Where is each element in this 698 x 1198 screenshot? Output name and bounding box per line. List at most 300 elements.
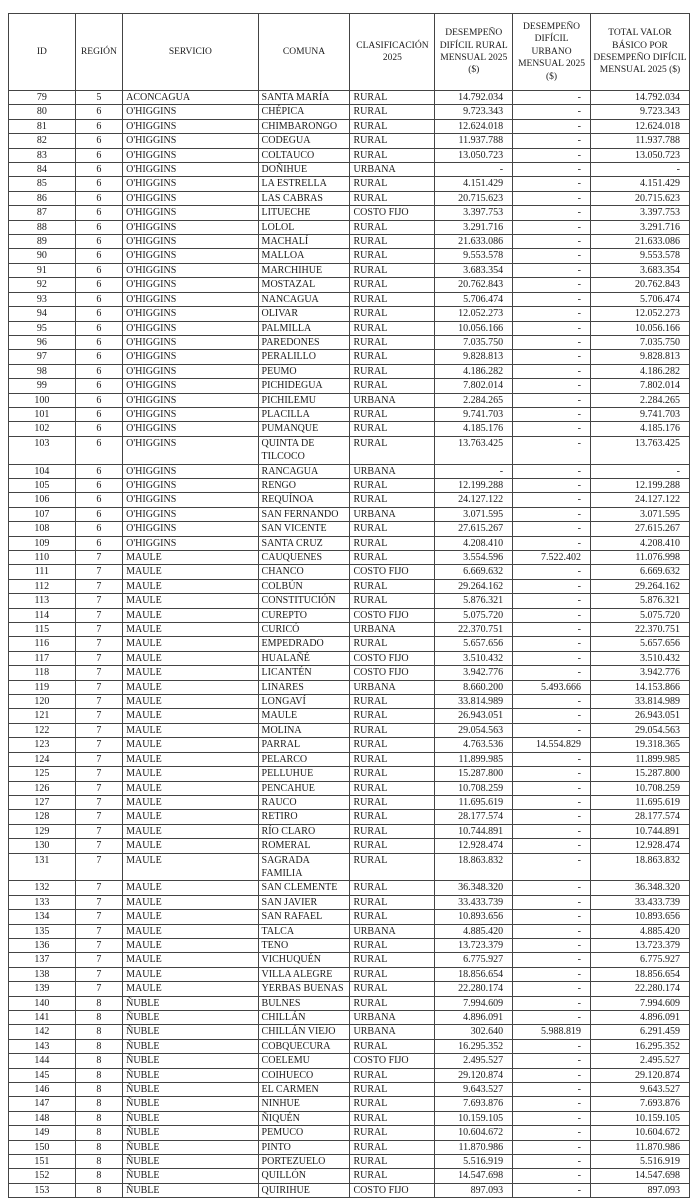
cell-total-mensual: 9.828.813 bbox=[590, 350, 689, 364]
cell-clasificacion: RURAL bbox=[350, 235, 435, 249]
cell-clasificacion: RURAL bbox=[350, 1155, 435, 1169]
cell-urbano-mensual: - bbox=[513, 1039, 591, 1053]
cell-comuna: PELLUHUE bbox=[258, 767, 350, 781]
table-row bbox=[9, 723, 690, 737]
cell-region: 8 bbox=[75, 1111, 122, 1125]
cell-urbano-mensual: - bbox=[513, 436, 591, 464]
cell-urbano-mensual: - bbox=[513, 263, 591, 277]
cell-region: 7 bbox=[75, 895, 122, 909]
table-row bbox=[9, 134, 690, 148]
cell-total-mensual: 5.516.919 bbox=[590, 1155, 689, 1169]
cell-comuna: PEMUCO bbox=[258, 1126, 350, 1140]
cell-urbano-mensual: - bbox=[513, 191, 591, 205]
cell-total-mensual: 11.899.985 bbox=[590, 752, 689, 766]
cell-rural-mensual: - bbox=[435, 163, 513, 177]
cell-total-mensual: 5.657.656 bbox=[590, 637, 689, 651]
header-row bbox=[9, 14, 690, 91]
cell-total-mensual: 9.643.527 bbox=[590, 1083, 689, 1097]
cell-id: 114 bbox=[9, 608, 76, 622]
cell-id: 139 bbox=[9, 982, 76, 996]
cell-rural-mensual: 26.943.051 bbox=[435, 709, 513, 723]
table-row bbox=[9, 1039, 690, 1053]
cell-servicio: O'HIGGINS bbox=[123, 119, 258, 133]
cell-region: 7 bbox=[75, 594, 122, 608]
column-header-region: REGIÓN bbox=[75, 14, 122, 91]
cell-region: 7 bbox=[75, 723, 122, 737]
cell-region: 6 bbox=[75, 536, 122, 550]
cell-id: 126 bbox=[9, 781, 76, 795]
table-row bbox=[9, 895, 690, 909]
cell-id: 133 bbox=[9, 895, 76, 909]
cell-clasificacion: RURAL bbox=[350, 263, 435, 277]
cell-clasificacion: RURAL bbox=[350, 522, 435, 536]
cell-total-mensual: 3.397.753 bbox=[590, 206, 689, 220]
cell-comuna: LICANTÉN bbox=[258, 666, 350, 680]
table-row bbox=[9, 953, 690, 967]
cell-region: 6 bbox=[75, 507, 122, 521]
cell-region: 7 bbox=[75, 853, 122, 881]
cell-id: 153 bbox=[9, 1183, 76, 1197]
cell-id: 112 bbox=[9, 579, 76, 593]
cell-region: 6 bbox=[75, 263, 122, 277]
cell-comuna: PELARCO bbox=[258, 752, 350, 766]
cell-region: 7 bbox=[75, 795, 122, 809]
cell-comuna: PUMANQUE bbox=[258, 422, 350, 436]
cell-rural-mensual: 29.264.162 bbox=[435, 579, 513, 593]
cell-urbano-mensual: - bbox=[513, 364, 591, 378]
cell-servicio: O'HIGGINS bbox=[123, 307, 258, 321]
cell-total-mensual: 20.715.623 bbox=[590, 191, 689, 205]
cell-id: 99 bbox=[9, 379, 76, 393]
cell-clasificacion: COSTO FIJO bbox=[350, 651, 435, 665]
cell-urbano-mensual: - bbox=[513, 608, 591, 622]
cell-comuna: PINTO bbox=[258, 1140, 350, 1154]
cell-total-mensual: 9.741.703 bbox=[590, 407, 689, 421]
cell-total-mensual: 9.553.578 bbox=[590, 249, 689, 263]
cell-urbano-mensual: - bbox=[513, 407, 591, 421]
cell-region: 6 bbox=[75, 206, 122, 220]
cell-clasificacion: RURAL bbox=[350, 105, 435, 119]
cell-urbano-mensual: - bbox=[513, 206, 591, 220]
cell-clasificacion: RURAL bbox=[350, 407, 435, 421]
cell-id: 147 bbox=[9, 1097, 76, 1111]
cell-clasificacion: COSTO FIJO bbox=[350, 565, 435, 579]
cell-clasificacion: COSTO FIJO bbox=[350, 608, 435, 622]
cell-total-mensual: 20.762.843 bbox=[590, 278, 689, 292]
cell-id: 115 bbox=[9, 623, 76, 637]
cell-total-mensual: - bbox=[590, 464, 689, 478]
cell-region: 8 bbox=[75, 1011, 122, 1025]
table-row bbox=[9, 464, 690, 478]
cell-total-mensual: 22.370.751 bbox=[590, 623, 689, 637]
cell-total-mensual: - bbox=[590, 163, 689, 177]
cell-urbano-mensual: - bbox=[513, 1183, 591, 1197]
column-header-servicio: SERVICIO bbox=[123, 14, 258, 91]
cell-urbano-mensual: - bbox=[513, 666, 591, 680]
cell-comuna: RÍO CLARO bbox=[258, 824, 350, 838]
cell-rural-mensual: - bbox=[435, 464, 513, 478]
cell-rural-mensual: 5.657.656 bbox=[435, 637, 513, 651]
cell-rural-mensual: 20.715.623 bbox=[435, 191, 513, 205]
cell-rural-mensual: 5.075.720 bbox=[435, 608, 513, 622]
cell-total-mensual: 6.291.459 bbox=[590, 1025, 689, 1039]
cell-urbano-mensual: - bbox=[513, 148, 591, 162]
cell-rural-mensual: 12.928.474 bbox=[435, 839, 513, 853]
cell-comuna: ÑIQUÉN bbox=[258, 1111, 350, 1125]
cell-total-mensual: 4.186.282 bbox=[590, 364, 689, 378]
cell-region: 7 bbox=[75, 924, 122, 938]
cell-id: 129 bbox=[9, 824, 76, 838]
cell-total-mensual: 4.885.420 bbox=[590, 924, 689, 938]
cell-rural-mensual: 11.937.788 bbox=[435, 134, 513, 148]
table-row bbox=[9, 177, 690, 191]
cell-urbano-mensual: - bbox=[513, 393, 591, 407]
cell-rural-mensual: 302.640 bbox=[435, 1025, 513, 1039]
cell-servicio: ÑUBLE bbox=[123, 996, 258, 1010]
cell-urbano-mensual: - bbox=[513, 1083, 591, 1097]
table-row bbox=[9, 938, 690, 952]
cell-clasificacion: RURAL bbox=[350, 307, 435, 321]
cell-urbano-mensual: - bbox=[513, 938, 591, 952]
cell-servicio: MAULE bbox=[123, 723, 258, 737]
cell-comuna: RANCAGUA bbox=[258, 464, 350, 478]
cell-id: 132 bbox=[9, 881, 76, 895]
cell-region: 7 bbox=[75, 824, 122, 838]
cell-total-mensual: 13.050.723 bbox=[590, 148, 689, 162]
cell-clasificacion: COSTO FIJO bbox=[350, 666, 435, 680]
cell-rural-mensual: 13.050.723 bbox=[435, 148, 513, 162]
cell-region: 6 bbox=[75, 249, 122, 263]
cell-id: 138 bbox=[9, 967, 76, 981]
cell-total-mensual: 18.856.654 bbox=[590, 967, 689, 981]
cell-rural-mensual: 897.093 bbox=[435, 1183, 513, 1197]
cell-servicio: O'HIGGINS bbox=[123, 292, 258, 306]
cell-clasificacion: COSTO FIJO bbox=[350, 1054, 435, 1068]
cell-id: 86 bbox=[9, 191, 76, 205]
cell-servicio: MAULE bbox=[123, 594, 258, 608]
cell-total-mensual: 9.723.343 bbox=[590, 105, 689, 119]
cell-rural-mensual: 22.370.751 bbox=[435, 623, 513, 637]
cell-total-mensual: 10.604.672 bbox=[590, 1126, 689, 1140]
cell-rural-mensual: 10.744.891 bbox=[435, 824, 513, 838]
table-row bbox=[9, 651, 690, 665]
cell-servicio: O'HIGGINS bbox=[123, 163, 258, 177]
cell-rural-mensual: 4.186.282 bbox=[435, 364, 513, 378]
cell-comuna: COLTAUCO bbox=[258, 148, 350, 162]
cell-rural-mensual: 33.814.989 bbox=[435, 695, 513, 709]
cell-clasificacion: RURAL bbox=[350, 478, 435, 492]
cell-id: 113 bbox=[9, 594, 76, 608]
cell-total-mensual: 14.547.698 bbox=[590, 1169, 689, 1183]
cell-clasificacion: RURAL bbox=[350, 191, 435, 205]
cell-clasificacion: RURAL bbox=[350, 177, 435, 191]
cell-clasificacion: RURAL bbox=[350, 695, 435, 709]
cell-comuna: SAN JAVIER bbox=[258, 895, 350, 909]
table-row bbox=[9, 536, 690, 550]
cell-clasificacion: URBANA bbox=[350, 924, 435, 938]
cell-region: 7 bbox=[75, 953, 122, 967]
cell-clasificacion: RURAL bbox=[350, 839, 435, 853]
cell-comuna: NANCAGUA bbox=[258, 292, 350, 306]
cell-urbano-mensual: 14.554.829 bbox=[513, 738, 591, 752]
cell-region: 7 bbox=[75, 781, 122, 795]
table-row bbox=[9, 1097, 690, 1111]
cell-region: 6 bbox=[75, 335, 122, 349]
cell-servicio: MAULE bbox=[123, 752, 258, 766]
cell-rural-mensual: 13.763.425 bbox=[435, 436, 513, 464]
cell-servicio: O'HIGGINS bbox=[123, 321, 258, 335]
cell-total-mensual: 7.035.750 bbox=[590, 335, 689, 349]
cell-urbano-mensual: - bbox=[513, 895, 591, 909]
cell-rural-mensual: 36.348.320 bbox=[435, 881, 513, 895]
cell-servicio: MAULE bbox=[123, 795, 258, 809]
cell-id: 95 bbox=[9, 321, 76, 335]
cell-clasificacion: URBANA bbox=[350, 1025, 435, 1039]
cell-servicio: O'HIGGINS bbox=[123, 422, 258, 436]
cell-clasificacion: RURAL bbox=[350, 536, 435, 550]
cell-comuna: SAN CLEMENTE bbox=[258, 881, 350, 895]
table-row bbox=[9, 263, 690, 277]
cell-rural-mensual: 28.177.574 bbox=[435, 810, 513, 824]
cell-urbano-mensual: - bbox=[513, 565, 591, 579]
cell-rural-mensual: 15.287.800 bbox=[435, 767, 513, 781]
cell-servicio: O'HIGGINS bbox=[123, 522, 258, 536]
cell-clasificacion: RURAL bbox=[350, 982, 435, 996]
cell-clasificacion: COSTO FIJO bbox=[350, 206, 435, 220]
cell-servicio: O'HIGGINS bbox=[123, 364, 258, 378]
cell-region: 7 bbox=[75, 752, 122, 766]
cell-id: 137 bbox=[9, 953, 76, 967]
cell-urbano-mensual: - bbox=[513, 464, 591, 478]
cell-urbano-mensual: - bbox=[513, 910, 591, 924]
cell-clasificacion: RURAL bbox=[350, 1126, 435, 1140]
cell-urbano-mensual: 5.493.666 bbox=[513, 680, 591, 694]
cell-region: 8 bbox=[75, 1140, 122, 1154]
cell-rural-mensual: 7.802.014 bbox=[435, 379, 513, 393]
cell-comuna: MAULE bbox=[258, 709, 350, 723]
cell-rural-mensual: 7.693.876 bbox=[435, 1097, 513, 1111]
cell-urbano-mensual: - bbox=[513, 594, 591, 608]
cell-urbano-mensual: - bbox=[513, 795, 591, 809]
cell-rural-mensual: 9.643.527 bbox=[435, 1083, 513, 1097]
cell-clasificacion: URBANA bbox=[350, 1011, 435, 1025]
cell-region: 6 bbox=[75, 379, 122, 393]
cell-urbano-mensual: - bbox=[513, 1097, 591, 1111]
cell-servicio: MAULE bbox=[123, 781, 258, 795]
cell-clasificacion: RURAL bbox=[350, 249, 435, 263]
cell-comuna: DOÑIHUE bbox=[258, 163, 350, 177]
cell-rural-mensual: 3.554.596 bbox=[435, 551, 513, 565]
cell-urbano-mensual: - bbox=[513, 767, 591, 781]
cell-region: 7 bbox=[75, 910, 122, 924]
cell-urbano-mensual: - bbox=[513, 637, 591, 651]
cell-urbano-mensual: - bbox=[513, 105, 591, 119]
cell-region: 6 bbox=[75, 478, 122, 492]
cell-total-mensual: 33.814.989 bbox=[590, 695, 689, 709]
table-row bbox=[9, 565, 690, 579]
cell-id: 106 bbox=[9, 493, 76, 507]
cell-region: 7 bbox=[75, 982, 122, 996]
cell-rural-mensual: 10.708.259 bbox=[435, 781, 513, 795]
cell-servicio: MAULE bbox=[123, 637, 258, 651]
data-table bbox=[8, 13, 690, 1198]
cell-clasificacion: RURAL bbox=[350, 321, 435, 335]
cell-comuna: LINARES bbox=[258, 680, 350, 694]
cell-urbano-mensual: - bbox=[513, 335, 591, 349]
cell-rural-mensual: 3.071.595 bbox=[435, 507, 513, 521]
cell-servicio: MAULE bbox=[123, 824, 258, 838]
cell-servicio: O'HIGGINS bbox=[123, 235, 258, 249]
cell-total-mensual: 12.928.474 bbox=[590, 839, 689, 853]
cell-servicio: ÑUBLE bbox=[123, 1097, 258, 1111]
cell-id: 96 bbox=[9, 335, 76, 349]
cell-id: 107 bbox=[9, 507, 76, 521]
cell-total-mensual: 5.876.321 bbox=[590, 594, 689, 608]
table-row bbox=[9, 666, 690, 680]
cell-total-mensual: 15.287.800 bbox=[590, 767, 689, 781]
cell-region: 7 bbox=[75, 680, 122, 694]
cell-rural-mensual: 7.035.750 bbox=[435, 335, 513, 349]
cell-clasificacion: RURAL bbox=[350, 953, 435, 967]
cell-region: 7 bbox=[75, 579, 122, 593]
cell-comuna: CHIMBARONGO bbox=[258, 119, 350, 133]
cell-rural-mensual: 9.723.343 bbox=[435, 105, 513, 119]
table-row bbox=[9, 307, 690, 321]
cell-rural-mensual: 29.054.563 bbox=[435, 723, 513, 737]
cell-servicio: MAULE bbox=[123, 666, 258, 680]
cell-urbano-mensual: - bbox=[513, 321, 591, 335]
cell-clasificacion: RURAL bbox=[350, 134, 435, 148]
cell-id: 103 bbox=[9, 436, 76, 464]
cell-total-mensual: 10.159.105 bbox=[590, 1111, 689, 1125]
cell-urbano-mensual: - bbox=[513, 982, 591, 996]
cell-total-mensual: 3.291.716 bbox=[590, 220, 689, 234]
cell-urbano-mensual: - bbox=[513, 507, 591, 521]
table-row bbox=[9, 623, 690, 637]
cell-comuna: BULNES bbox=[258, 996, 350, 1010]
cell-region: 6 bbox=[75, 292, 122, 306]
cell-comuna: PICHIDEGUA bbox=[258, 379, 350, 393]
cell-clasificacion: RURAL bbox=[350, 938, 435, 952]
cell-rural-mensual: 16.295.352 bbox=[435, 1039, 513, 1053]
table-row bbox=[9, 795, 690, 809]
cell-urbano-mensual: - bbox=[513, 579, 591, 593]
cell-region: 8 bbox=[75, 1025, 122, 1039]
cell-id: 83 bbox=[9, 148, 76, 162]
cell-total-mensual: 12.052.273 bbox=[590, 307, 689, 321]
cell-id: 88 bbox=[9, 220, 76, 234]
table-row bbox=[9, 148, 690, 162]
table-row bbox=[9, 493, 690, 507]
cell-total-mensual: 5.075.720 bbox=[590, 608, 689, 622]
cell-rural-mensual: 5.706.474 bbox=[435, 292, 513, 306]
cell-rural-mensual: 3.683.354 bbox=[435, 263, 513, 277]
cell-servicio: ÑUBLE bbox=[123, 1011, 258, 1025]
cell-urbano-mensual: - bbox=[513, 536, 591, 550]
table-row bbox=[9, 235, 690, 249]
cell-region: 7 bbox=[75, 565, 122, 579]
cell-comuna: SANTA CRUZ bbox=[258, 536, 350, 550]
cell-total-mensual: 11.695.619 bbox=[590, 795, 689, 809]
cell-id: 149 bbox=[9, 1126, 76, 1140]
cell-region: 7 bbox=[75, 839, 122, 853]
cell-total-mensual: 5.706.474 bbox=[590, 292, 689, 306]
cell-comuna: COLBÚN bbox=[258, 579, 350, 593]
cell-id: 110 bbox=[9, 551, 76, 565]
cell-total-mensual: 14.792.034 bbox=[590, 91, 689, 105]
table-row bbox=[9, 335, 690, 349]
cell-clasificacion: URBANA bbox=[350, 507, 435, 521]
cell-region: 7 bbox=[75, 881, 122, 895]
cell-id: 152 bbox=[9, 1169, 76, 1183]
table-row bbox=[9, 680, 690, 694]
table-row bbox=[9, 551, 690, 565]
cell-comuna: LONGAVÍ bbox=[258, 695, 350, 709]
cell-comuna: MOSTAZAL bbox=[258, 278, 350, 292]
cell-comuna: TALCA bbox=[258, 924, 350, 938]
cell-region: 6 bbox=[75, 278, 122, 292]
cell-comuna: MALLOA bbox=[258, 249, 350, 263]
table-row bbox=[9, 1011, 690, 1025]
cell-servicio: O'HIGGINS bbox=[123, 249, 258, 263]
cell-total-mensual: 36.348.320 bbox=[590, 881, 689, 895]
cell-urbano-mensual: - bbox=[513, 752, 591, 766]
table-row bbox=[9, 1054, 690, 1068]
cell-total-mensual: 2.284.265 bbox=[590, 393, 689, 407]
cell-region: 6 bbox=[75, 307, 122, 321]
cell-urbano-mensual: - bbox=[513, 839, 591, 853]
cell-region: 6 bbox=[75, 119, 122, 133]
cell-id: 82 bbox=[9, 134, 76, 148]
table-row bbox=[9, 810, 690, 824]
cell-total-mensual: 10.708.259 bbox=[590, 781, 689, 795]
cell-id: 145 bbox=[9, 1068, 76, 1082]
cell-servicio: ÑUBLE bbox=[123, 1140, 258, 1154]
cell-servicio: MAULE bbox=[123, 853, 258, 881]
cell-urbano-mensual: - bbox=[513, 709, 591, 723]
cell-clasificacion: RURAL bbox=[350, 996, 435, 1010]
table-row bbox=[9, 91, 690, 105]
table-row bbox=[9, 1025, 690, 1039]
cell-urbano-mensual: - bbox=[513, 824, 591, 838]
cell-total-mensual: 27.615.267 bbox=[590, 522, 689, 536]
cell-comuna: SANTA MARÍA bbox=[258, 91, 350, 105]
cell-clasificacion: RURAL bbox=[350, 1169, 435, 1183]
cell-total-mensual: 33.433.739 bbox=[590, 895, 689, 909]
cell-region: 8 bbox=[75, 1183, 122, 1197]
cell-region: 8 bbox=[75, 1068, 122, 1082]
cell-total-mensual: 4.896.091 bbox=[590, 1011, 689, 1025]
table-row bbox=[9, 105, 690, 119]
cell-comuna: MACHALÍ bbox=[258, 235, 350, 249]
cell-rural-mensual: 5.516.919 bbox=[435, 1155, 513, 1169]
cell-id: 102 bbox=[9, 422, 76, 436]
cell-total-mensual: 4.151.429 bbox=[590, 177, 689, 191]
cell-id: 89 bbox=[9, 235, 76, 249]
cell-total-mensual: 13.723.379 bbox=[590, 938, 689, 952]
cell-urbano-mensual: - bbox=[513, 996, 591, 1010]
cell-servicio: O'HIGGINS bbox=[123, 350, 258, 364]
cell-servicio: MAULE bbox=[123, 810, 258, 824]
cell-id: 118 bbox=[9, 666, 76, 680]
cell-id: 79 bbox=[9, 91, 76, 105]
cell-urbano-mensual: - bbox=[513, 292, 591, 306]
column-header-rural-mensual: DESEMPEÑO DIFÍCIL RURAL MENSUAL 2025 ($) bbox=[435, 14, 513, 91]
cell-clasificacion: RURAL bbox=[350, 278, 435, 292]
cell-comuna: OLIVAR bbox=[258, 307, 350, 321]
cell-region: 6 bbox=[75, 105, 122, 119]
table-row bbox=[9, 910, 690, 924]
